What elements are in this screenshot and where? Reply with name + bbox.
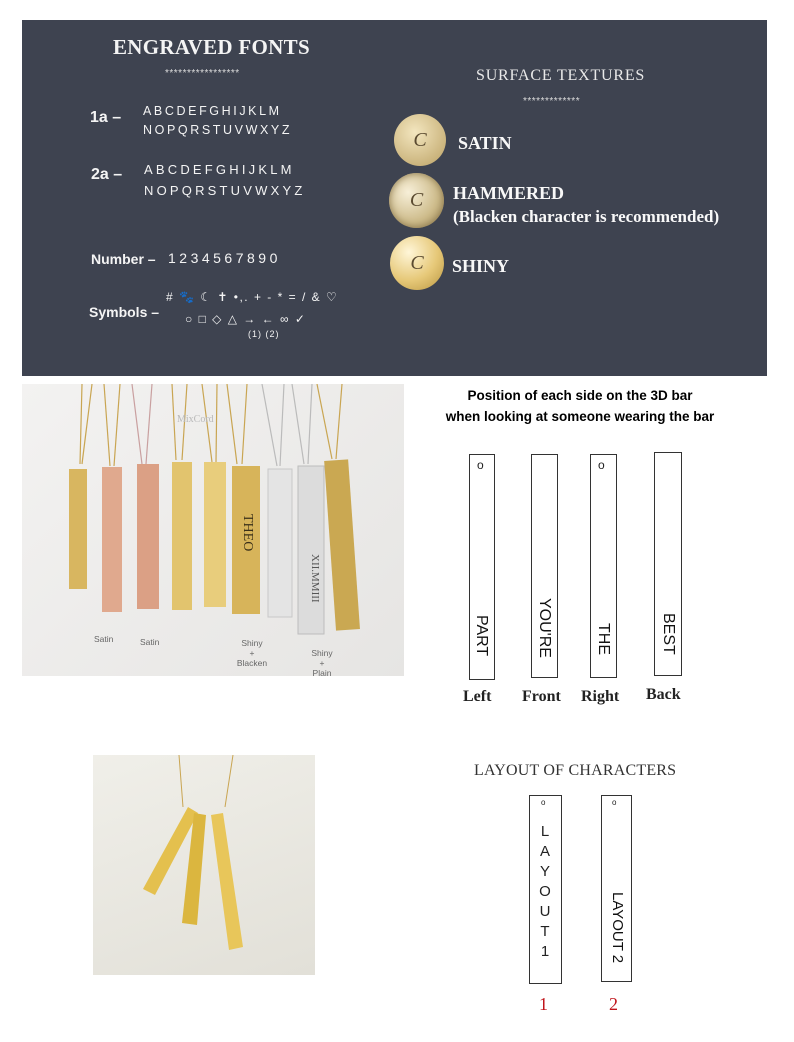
layout-1-char: Y [539,863,551,880]
bar-right-hole: o [598,458,605,472]
caption-satin-2: Satin [140,637,160,647]
bar-gold-3 [204,462,226,607]
shiny-disc [390,236,444,290]
watermark: MixCord [177,414,214,425]
bar-side-right [590,454,617,678]
layout-1-char: 1 [540,943,551,960]
caption-shiny-blacken-1: Shiny [241,638,263,648]
gold-bar-3 [211,813,243,950]
hammered-note: (Blacken character is recommended) [453,207,720,226]
bar-silver-1 [268,469,292,617]
side-label-right: Right [581,688,620,705]
satin-disc [394,114,446,166]
layout-1-char: A [539,843,551,860]
bar-front-word: YOU'RE [536,598,553,658]
caption-satin-1: Satin [94,634,114,644]
layout-1-chars [530,822,561,962]
symbols-line1: # 🐾 ☾ ✝ •,. + - * = / & ♡ [166,290,339,304]
caption-shiny-plain-3: Plain [312,668,332,676]
layout-title: LAYOUT OF CHARACTERS [474,762,677,779]
font-1a-line2: NOPQRSTUVWXYZ [143,123,293,137]
side-label-front: Front [522,688,561,705]
caption-shiny-blacken-3: Blacken [236,658,268,668]
bar-necklaces-photo [22,384,404,676]
bar-left-word: PART [473,615,490,657]
shiny-label: SHINY [452,256,510,276]
caption-shiny-plain-1: Shiny [311,648,333,658]
engraving-date: XII.MMIII [309,554,321,603]
layout-2-number: 2 [609,994,618,1014]
bar-gold-1 [69,469,87,589]
position-title [404,385,756,427]
bar-left-hole: o [477,458,484,472]
position-title-line1: Position of each side on the 3D bar [467,388,693,403]
side-label-back: Back [646,686,681,703]
title-stars: ***************** [165,68,240,79]
font-2a-sample [144,159,306,201]
layout-1-bar [529,795,562,984]
satin-disc-char: C [413,128,427,151]
font-2a-line2: NOPQRSTUVWXYZ [144,183,306,198]
bar-right-word: THE [595,623,612,655]
three-bars-illustration [93,755,315,975]
bar-silver-2 [298,466,324,634]
number-label: Number – [91,251,156,267]
number-sample: 1234567890 [168,250,281,266]
font-1a-label: 1a – [90,109,122,126]
caption-shiny-plain-2: + [319,658,325,668]
layout-2-hole: o [612,798,617,807]
font-1a-line1: ABCDEFGHIJKLM [143,104,282,118]
layout-1-char: O [539,883,552,900]
caption-shiny-blacken [232,638,272,668]
bar-gold-2 [172,462,192,610]
hammered-disc-char: C [409,189,424,211]
layout-1-char: U [539,903,552,920]
layout-1-char: T [540,923,551,940]
font-2a-line1: ABCDEFGHIJKLM [144,162,295,177]
engraving-theo: THEO [240,514,255,552]
textures-stars: ************* [523,96,581,107]
font-1a-sample [143,102,292,140]
layout-1-hole: o [541,798,546,807]
symbols-line3: (1) (2) [248,329,280,339]
symbols-label: Symbols – [89,304,160,320]
layout-1-number: 1 [539,994,548,1014]
bar-side-back [654,452,682,676]
side-label-left: Left [463,688,492,705]
bar-rose-1 [102,467,122,612]
font-2a-label: 2a – [91,166,123,183]
layout-2-text: LAYOUT 2 [609,892,626,964]
caption-shiny-plain [304,648,340,676]
three-bars-photo [93,755,315,975]
position-title-line2: when looking at someone wearing the bar [445,409,715,424]
bar-side-front [531,454,558,678]
chains [80,384,342,466]
hammered-disc [389,173,444,228]
bar-side-left [469,454,495,680]
bar-rose-2 [137,464,159,609]
layout-1-char: L [540,823,551,840]
layout-2-bar [601,795,632,982]
shiny-disc-char: C [410,251,424,274]
surface-textures-title: SURFACE TEXTURES [476,67,646,84]
necklaces-illustration [22,384,404,676]
symbols-line2: ○ □ ◇ △ → ← ∞ ✓ [185,312,307,326]
three-bars-chain [179,755,233,807]
bar-back-word: BEST [660,613,677,655]
caption-shiny-blacken-2: + [249,648,255,658]
hammered-label: HAMMERED [453,183,564,203]
satin-label: SATIN [458,133,512,153]
bar-gold-hammered [324,459,360,630]
engraved-fonts-title: ENGRAVED FONTS [113,35,310,59]
